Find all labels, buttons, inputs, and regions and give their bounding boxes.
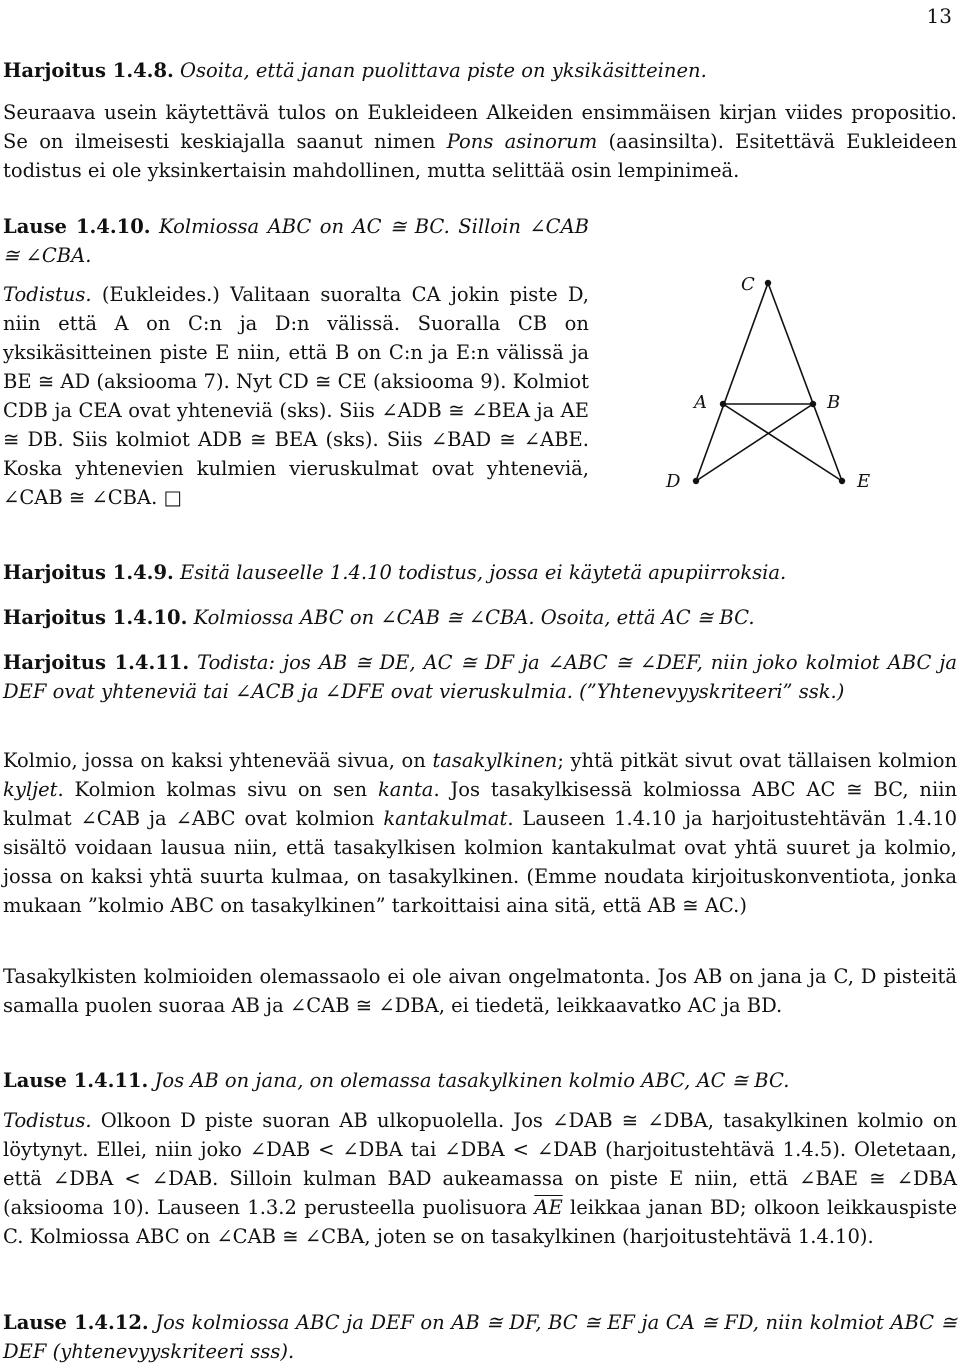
theorem-heading: Lause 1.4.12. <box>3 1311 149 1334</box>
exercise-text: Osoita, että janan puolittava piste on yksikäsitteinen. <box>180 59 707 82</box>
theorem-statement: Kolmiossa ABC on AC ≅ BC. Silloin ∠CAB ≅ ∠CBA. <box>3 215 590 267</box>
exercise-heading: Harjoitus 1.4.9. <box>3 561 174 584</box>
theorem-1-4-11 <box>3 1066 957 1095</box>
exercise-text: Kolmiossa ABC on ∠CAB ≅ ∠CBA. Osoita, että AC ≅ BC. <box>193 606 755 629</box>
theorem-statement: Jos AB on jana, on olemassa tasakylkinen kolmio ABC, AC ≅ BC. <box>154 1069 790 1092</box>
existence-paragraph <box>3 962 957 1020</box>
label-C: C <box>741 274 755 295</box>
segment-BD <box>696 404 813 481</box>
paragraph-text: Kolmio, jossa on kaksi yhtenevää sivua, on <box>3 749 433 772</box>
exercise-heading: Harjoitus 1.4.8. <box>3 59 174 82</box>
exercise-text: Esitä lauseelle 1.4.10 todistus, jossa ei käytetä apupiirroksia. <box>180 561 787 584</box>
term-kantakulmat: kantakulmat <box>383 807 508 830</box>
segment-AE <box>723 404 842 481</box>
intro-paragraph <box>3 98 957 185</box>
exercise-1-4-9 <box>3 558 957 587</box>
proof-heading: Todistus. <box>3 1109 92 1132</box>
segment-CD <box>696 283 768 481</box>
term-kyljet: kyljet <box>3 778 58 801</box>
qed-symbol: □ <box>163 486 182 509</box>
term-kanta: kanta <box>377 778 434 801</box>
intro-text-2: (aasinsilta). Esitettävä Eukleideen todistus ei ole yksinkertaisin mahdollinen, mutta selittää osin lempinimeä. <box>3 130 958 182</box>
label-A: A <box>694 392 707 413</box>
proof-heading: Todistus. <box>3 283 92 306</box>
point-A <box>720 401 726 407</box>
label-B: B <box>827 392 841 413</box>
paragraph-text: . Kolmion kolmas sivu on sen <box>57 778 378 801</box>
proof-text: (Eukleides.) Valitaan suoralta CA jokin piste D, niin että A on C:n ja D:n välissä. Suoralla CB on yksikäsitteinen piste E niin, että B on C:n ja E:n välissä ja BE ≅ AD (aksiooma 7). Nyt CD ≅ CE (aksiooma 9). Kolmiot CDB ja CEA ovat yhteneviä (sks). Siis ∠ADB ≅ ∠BEA ja AE ≅ DB. Siis kolmiot ADB ≅ BEA (sks). Siis ∠BAD ≅ ∠ABE. Koska yhtenevien kulmien vieruskulmat ovat yhteneviä, ∠CAB ≅ ∠CBA. <box>3 283 589 509</box>
proof-text: Olkoon D piste suoran AB ulkopuolella. Jos ∠DAB ≅ ∠DBA, tasakylkinen kolmio on löytynyt. Ellei, niin joko ∠DAB < ∠DBA tai ∠DBA < ∠DAB (harjoitustehtävä 1.4.5). Oletetaan, että ∠DBA < ∠DAB. Silloin kulman BAD aukeamassa on piste E niin, että ∠BAE ≅ ∠DBA (aksiooma 10). Lauseen 1.3.2 perusteella puolisuora <box>3 1109 958 1219</box>
proof-1-4-10 <box>3 280 589 512</box>
theorem-1-4-10 <box>3 212 589 270</box>
ray-AE: $\overline{AE}$ <box>534 1196 563 1219</box>
theorem-1-4-12 <box>3 1308 957 1366</box>
pons-asinorum: Pons asinorum <box>446 130 598 153</box>
pons-asinorum-figure <box>660 268 920 498</box>
exercise-1-4-11 <box>3 648 957 706</box>
label-E: E <box>857 471 871 492</box>
paragraph-text: . Lauseen 1.4.10 ja harjoitustehtävän 1.4.10 sisältö voidaan lausua niin, että tasakylkisen kolmion kantakulmat ovat yhtä suuret ja kolmio, jossa on kaksi yhtä suurta kulmaa, on tasakylkinen. (Emme noudata kirjoituskonventiota, jonka mukaan ”kolmio ABC on tasakylkinen” tarkoittaisi aina sitä, että AB ≅ AC.) <box>3 807 958 917</box>
point-E <box>839 478 845 484</box>
point-D <box>693 478 699 484</box>
theorem-heading: Lause 1.4.10. <box>3 215 151 238</box>
exercise-heading: Harjoitus 1.4.10. <box>3 606 188 629</box>
term-tasakylkinen: tasakylkinen <box>432 749 558 772</box>
paragraph-text: ; yhtä pitkät sivut ovat tällaisen kolmion <box>557 749 957 772</box>
exercise-heading: Harjoitus 1.4.11. <box>3 651 190 674</box>
paragraph-text: Tasakylkisten kolmioiden olemassaolo ei ole aivan ongelmatonta. Jos AB on jana ja C, D pisteitä samalla puolen suoraa AB ja ∠CAB ≅ ∠DBA, ei tiedetä, leikkaavatko AC ja BD. <box>3 965 957 1017</box>
isosceles-definition-paragraph <box>3 746 957 920</box>
point-C <box>765 280 771 286</box>
intro-text-1: Seuraava usein käytettävä tulos on Eukleideen Alkeiden ensimmäisen kirjan viides propositio. Se on ilmeisesti keskiajalla saanut nimen <box>3 101 957 153</box>
point-B <box>810 401 816 407</box>
paragraph-text: . Jos tasakylkisessä kolmiossa ABC AC ≅ BC, niin kulmat ∠CAB ja ∠ABC ovat kolmion <box>3 778 958 830</box>
proof-1-4-11 <box>3 1106 957 1251</box>
page-number: 13 <box>926 4 952 28</box>
label-D: D <box>666 471 681 492</box>
theorem-heading: Lause 1.4.11. <box>3 1069 149 1092</box>
exercise-1-4-10 <box>3 603 957 632</box>
exercise-text: Todista: jos AB ≅ DE, AC ≅ DF ja ∠ABC ≅ ∠DEF, niin joko kolmiot ABC ja DEF ovat yhteneviä tai ∠ACB ja ∠DFE ovat vieruskulmia. (”Yhtenevyyskriteeri” ssk.) <box>3 651 957 703</box>
theorem-statement: Jos kolmiossa ABC ja DEF on AB ≅ DF, BC ≅ EF ja CA ≅ FD, niin kolmiot ABC ≅ DEF (yhtenevyyskriteeri sss). <box>3 1311 957 1363</box>
proof-text: leikkaa janan BD; olkoon leikkauspiste C. Kolmiossa ABC on ∠CAB ≅ ∠CBA, joten se on tasakylkinen (harjoitustehtävä 1.4.10). <box>3 1196 957 1248</box>
exercise-1-4-8 <box>3 56 957 85</box>
segment-CE <box>768 283 842 481</box>
